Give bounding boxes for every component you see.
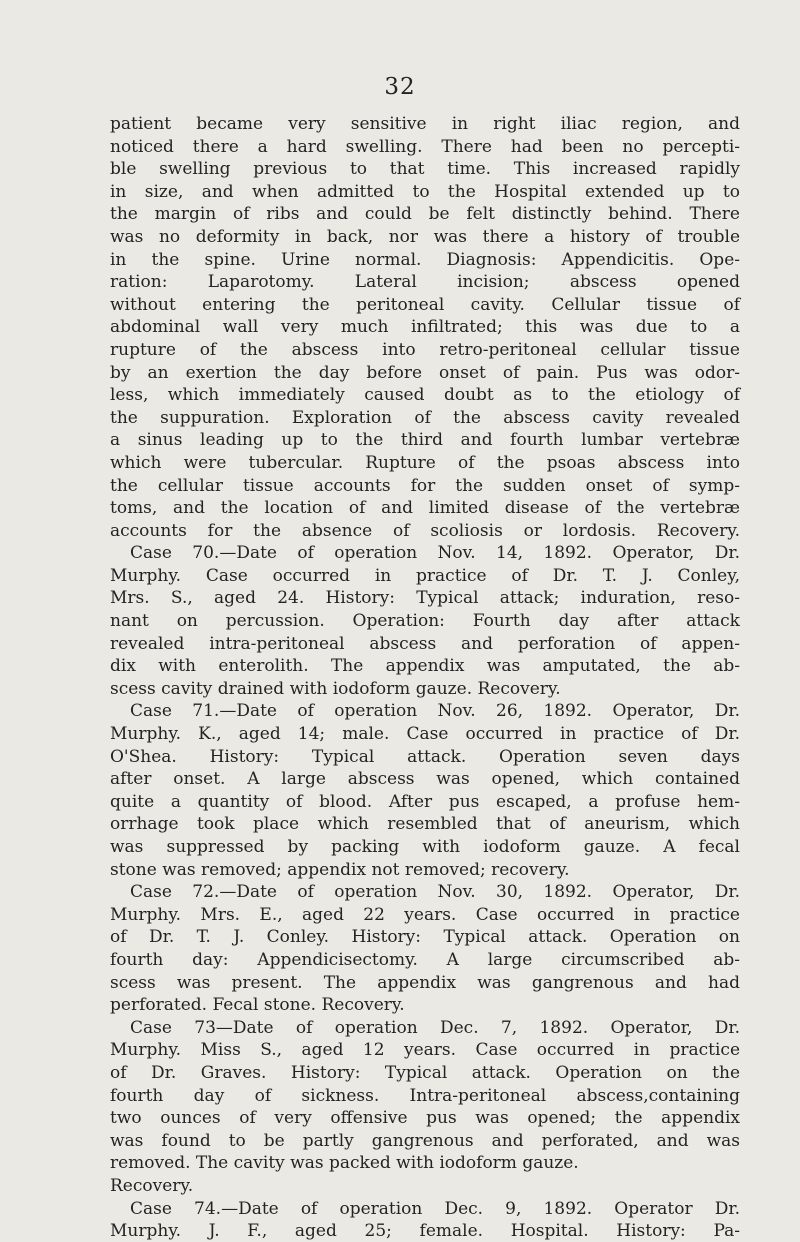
- text-line: less, which immediately caused doubt as to the etiology of: [110, 385, 740, 406]
- text-line: revealed intra-peritoneal abscess and perforation of appen-: [110, 633, 740, 654]
- text-line: in the spine. Urine normal. Diagnosis: Appendicitis. Ope-: [110, 249, 740, 270]
- text-line: accounts for the absence of scoliosis or lordosis. Recovery.: [110, 520, 740, 541]
- text-line: which were tubercular. Rupture of the psoas abscess into: [110, 452, 740, 473]
- text-line: ble swelling previous to that time. This increased rapidly: [110, 159, 740, 180]
- text-line: Case 73—Date of operation Dec. 7, 1892. Operator, Dr.: [130, 1017, 740, 1038]
- text-line: perforated. Fecal stone. Recovery.: [110, 995, 405, 1016]
- text-line: after onset. A large abscess was opened, which contained: [110, 769, 740, 790]
- text-line: Murphy. K., aged 14; male. Case occurred in practice of Dr.: [110, 724, 740, 745]
- text-line: O'Shea. History: Typical attack. Operation seven days: [110, 746, 740, 767]
- text-line: fourth day of sickness. Intra-peritoneal abscess,containing: [110, 1085, 740, 1106]
- text-line: was suppressed by packing with iodoform gauze. A fecal: [110, 837, 740, 857]
- text-line: scess was present. The appendix was gangrenous and had: [110, 972, 740, 993]
- text-line: rupture of the abscess into retro-peritoneal cellular tissue: [110, 339, 740, 360]
- text-line: was found to be partly gangrenous and perforated, and was: [110, 1130, 740, 1151]
- text-line: fourth day: Appendicisectomy. A large circumscribed ab-: [110, 949, 740, 970]
- text-line: Case 72.—Date of operation Nov. 30, 1892. Operator, Dr.: [130, 882, 740, 903]
- text-line: patient became very sensitive in right iliac region, and: [110, 114, 740, 134]
- text-line: Case 71.—Date of operation Nov. 26, 1892. Operator, Dr.: [130, 701, 740, 722]
- text-line: Case 70.—Date of operation Nov. 14, 1892. Operator, Dr.: [130, 543, 740, 564]
- text-line: orrhage took place which resembled that of aneurism, which: [110, 814, 740, 835]
- text-line: toms, and the location of and limited disease of the vertebræ: [110, 498, 740, 519]
- text-line: stone was removed; appendix not removed; recovery.: [110, 859, 570, 880]
- text-line: Murphy. Case occurred in practice of Dr. T. J. Conley,: [110, 565, 740, 586]
- text-line: scess cavity drained with iodoform gauze. Recovery.: [110, 678, 561, 699]
- text-line: the cellular tissue accounts for the sudden onset of symp-: [110, 475, 740, 496]
- text-line: Murphy. J. F., aged 25; female. Hospital. History: Pa-: [110, 1221, 740, 1242]
- text-line: of Dr. Graves. History: Typical attack. Operation on the: [110, 1062, 740, 1083]
- text-line: a sinus leading up to the third and fourth lumbar vertebræ: [110, 430, 740, 451]
- text-line: of Dr. T. J. Conley. History: Typical attack. Operation on: [110, 927, 740, 948]
- text-line: Recovery.: [110, 1175, 194, 1196]
- text-line: in size, and when admitted to the Hospital extended up to: [110, 181, 740, 202]
- text-line: abdominal wall very much infiltrated; this was due to a: [110, 317, 740, 338]
- text-line: the suppuration. Exploration of the abscess cavity revealed: [110, 407, 740, 428]
- text-line: Murphy. Miss S., aged 12 years. Case occurred in practice: [110, 1040, 740, 1061]
- page-number: 32: [384, 74, 416, 100]
- text-line: the margin of ribs and could be felt distinctly behind. There: [110, 204, 740, 225]
- text-line: quite a quantity of blood. After pus escaped, a profuse hem-: [110, 791, 740, 812]
- text-line: ration: Laparotomy. Lateral incision; abscess opened: [110, 272, 740, 293]
- text-line: without entering the peritoneal cavity. Cellular tissue of: [110, 294, 740, 315]
- text-line: dix with enterolith. The appendix was amputated, the ab-: [110, 656, 740, 677]
- text-line: Mrs. S., aged 24. History: Typical attack; induration, reso-: [110, 588, 740, 609]
- text-line: Case 74.—Date of operation Dec. 9, 1892. Operator Dr.: [130, 1198, 740, 1219]
- text-line: noticed there a hard swelling. There had been no percepti-: [110, 136, 740, 157]
- text-line: two ounces of very offensive pus was opened; the appendix: [110, 1108, 740, 1129]
- text-line: Murphy. Mrs. E., aged 22 years. Case occurred in practice: [110, 904, 740, 925]
- text-line: removed. The cavity was packed with iodoform gauze.: [110, 1153, 579, 1174]
- text-line: nant on percussion. Operation: Fourth day after attack: [110, 611, 740, 632]
- body-text: [110, 113, 740, 1242]
- text-line: by an exertion the day before onset of pain. Pus was odor-: [110, 362, 740, 383]
- text-line: was no deformity in back, nor was there a history of trouble: [110, 226, 740, 247]
